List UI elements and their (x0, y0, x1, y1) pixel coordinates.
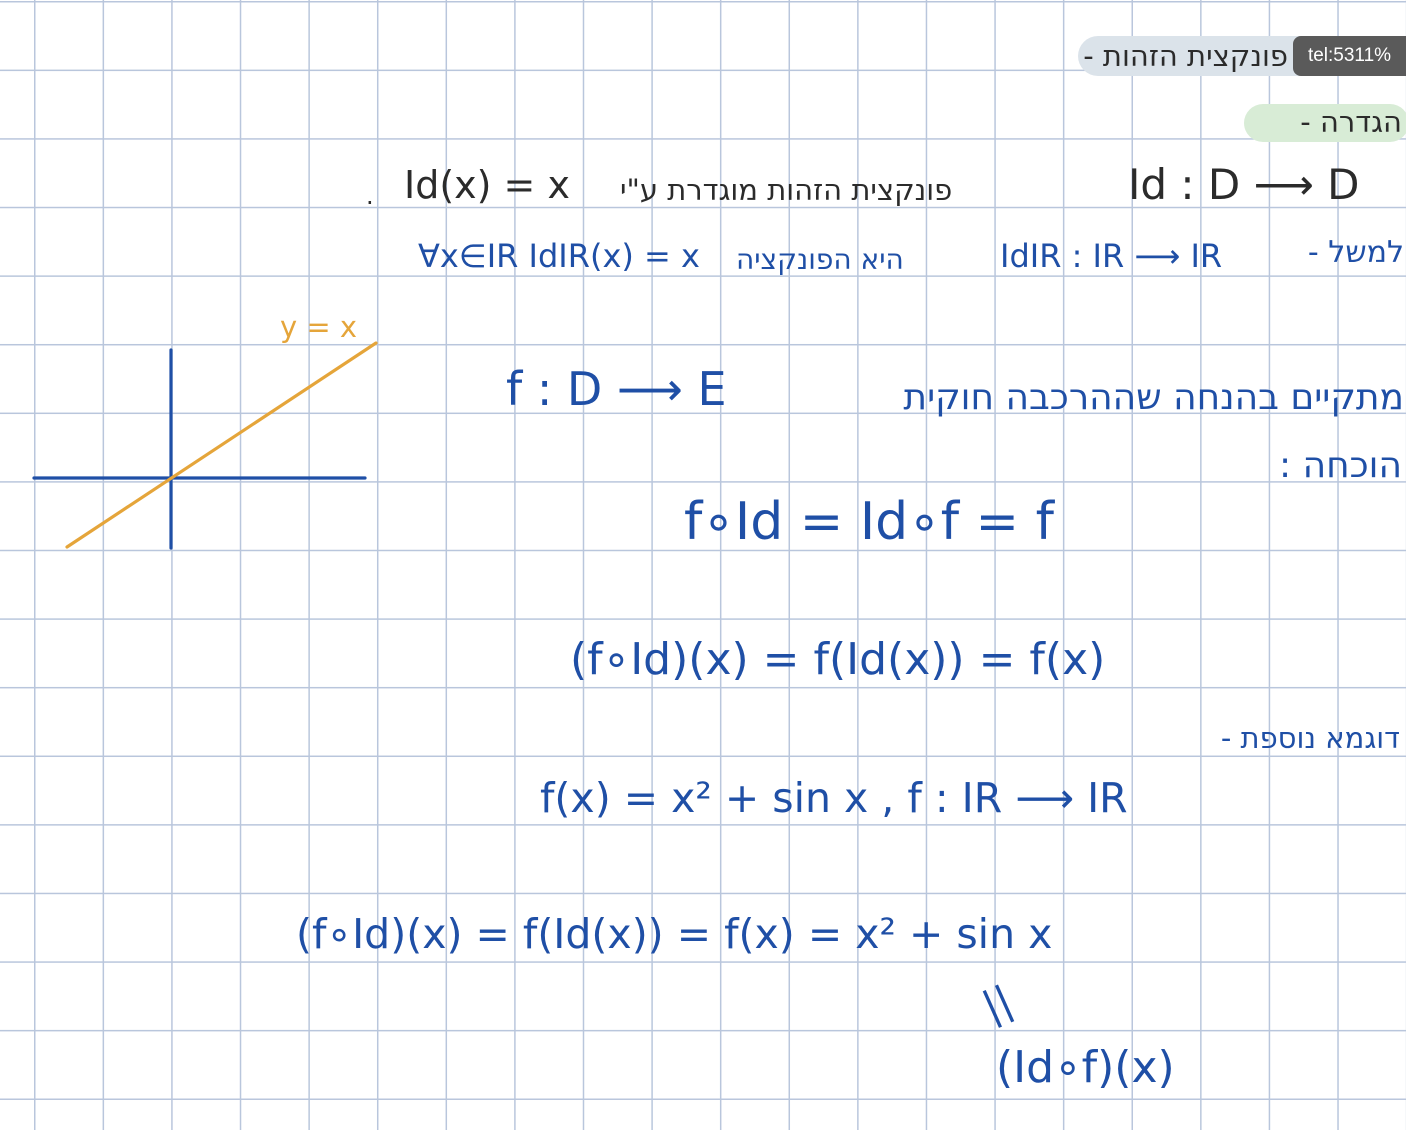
reals-identity-text: היא הפונקציה (736, 243, 904, 276)
identity-formula: Id(x) = x (404, 163, 570, 207)
graph-label: y = x (280, 310, 358, 344)
proof-label: הוכחה : (1279, 445, 1402, 486)
identity-line (67, 343, 376, 547)
another-example-label: דוגמא נוספת - (1220, 721, 1400, 755)
identity-mapping: Id : D ⟶ D (1128, 160, 1360, 209)
equals-sign-vertical: || (975, 977, 1020, 1031)
identity-equation: f∘Id = Id∘f = f (684, 492, 1054, 552)
reals-identity-formula: ∀x∈IR IdIR(x) = x (418, 237, 700, 275)
example-equation: (f∘Id)(x) = f(Id(x)) = f(x) = x² + sin x (296, 910, 1053, 958)
identity-definition-text: פונקצית הזהות מוגדרת ע"י (620, 173, 953, 207)
example-label: למשל - (1307, 235, 1404, 270)
zoom-badge[interactable]: tel:5311% (1293, 36, 1406, 76)
composition-condition-text: מתקיים בהנחה שההרכבה חוקית (903, 377, 1404, 418)
definition-label: הגדרה - (1300, 105, 1402, 139)
page-title: פונקצית הזהות - (1083, 39, 1288, 73)
sentence-period: . (366, 182, 374, 210)
example-definition: f(x) = x² + sin x , f : IR ⟶ IR (540, 774, 1128, 822)
function-mapping: f : D ⟶ E (506, 362, 727, 416)
proof-equation: (f∘Id)(x) = f(Id(x)) = f(x) (570, 634, 1106, 685)
example-result: (Id∘f)(x) (996, 1042, 1175, 1093)
reals-identity-mapping: IdIR : IR ⟶ IR (1000, 237, 1223, 275)
